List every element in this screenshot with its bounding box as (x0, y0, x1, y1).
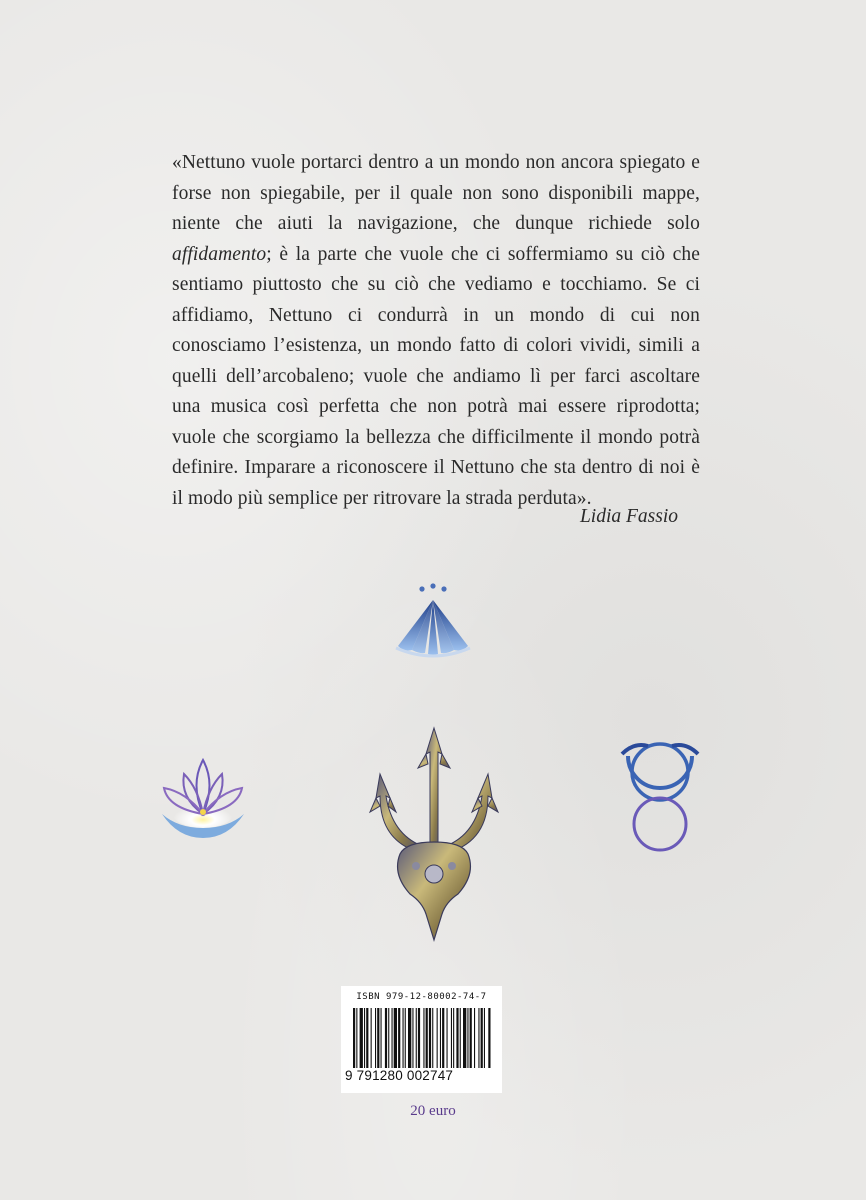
barcode-bar (447, 1008, 448, 1068)
barcode-bar (353, 1008, 355, 1068)
barcode-bar (356, 1008, 357, 1068)
trident-icon (366, 724, 502, 946)
barcode-bar (423, 1008, 424, 1068)
barcode-bar (403, 1008, 404, 1068)
barcode-bar (460, 1008, 461, 1068)
barcode-bar (451, 1008, 452, 1068)
barcode-bar (456, 1008, 458, 1068)
barcode-bar (405, 1008, 406, 1068)
neptune-rings-icon (614, 742, 706, 852)
barcode-bar (478, 1008, 479, 1068)
barcode-bar (437, 1008, 438, 1068)
barcode-bar (442, 1008, 444, 1068)
barcode-bar (470, 1008, 472, 1068)
barcode-bar (388, 1008, 389, 1068)
back-cover-quote (172, 148, 700, 514)
barcode-bar (385, 1008, 387, 1068)
lotus-icon (158, 752, 248, 842)
barcode-bar (453, 1008, 454, 1068)
barcode-bars (353, 1008, 493, 1070)
barcode-bar (377, 1008, 379, 1068)
barcode-bar (440, 1008, 441, 1068)
barcode-bar (392, 1008, 393, 1068)
barcode-bar (366, 1008, 368, 1068)
barcode-bar (463, 1008, 466, 1068)
barcode-bar (429, 1008, 431, 1068)
barcode-bar (474, 1008, 475, 1068)
barcode-bar (481, 1008, 483, 1068)
barcode-bar (381, 1008, 382, 1068)
barcode-bar (484, 1008, 485, 1068)
barcode-bar (364, 1008, 365, 1068)
isbn-barcode (341, 986, 502, 1093)
barcode-bar (416, 1008, 417, 1068)
aquarius-shell-icon (390, 580, 476, 662)
isbn-label: ISBN 979-12-80002-74-7 (356, 992, 487, 1002)
barcode-bar (394, 1008, 397, 1068)
barcode-bar (371, 1008, 372, 1068)
barcode-bar (467, 1008, 468, 1068)
barcode-bar (360, 1008, 363, 1068)
barcode-bar (412, 1008, 413, 1068)
quote-author: Lidia Fassio (579, 506, 678, 527)
price-label: 20 euro (410, 1103, 456, 1119)
barcode-bar (426, 1008, 428, 1068)
barcode-bar (418, 1008, 420, 1068)
quote-emphasis: affidamento (172, 243, 267, 265)
quote-text-part1: «Nettuno vuole portarci dentro a un mondo non ancora spiegato e forse non spiegabile, per il quale non sono disponibili mappe, niente che aiuti la navigazione, che dunque richiede solo (172, 152, 700, 234)
barcode-digits: 9 791280 002747 (345, 1068, 454, 1083)
barcode-bar (398, 1008, 400, 1068)
barcode-bar (408, 1008, 411, 1068)
barcode-bar (432, 1008, 433, 1068)
quote-text-part2: ; è la parte che vuole che ci soffermiamo su ciò che sentiamo piuttosto che su ciò che vediamo e tocchiamo. Se ci affidiamo, Nettuno ci condurrà in un mondo di cui non conosciamo l’esistenza, un mondo fatto di colori vividi, simili a quelli dell’arcobaleno; vuole che andiamo lì per farci ascoltare una musica così perfetta che non potrà mai essere riprodotta; vuole che scorgiamo la bellezza che difficilmente il mondo potrà definire. Imparare a riconoscere il Nettuno che sta dentro di noi è il modo più semplice per ritrovare la strada perduta». (172, 243, 700, 509)
barcode-bar (375, 1008, 376, 1068)
barcode-bar (488, 1008, 490, 1068)
